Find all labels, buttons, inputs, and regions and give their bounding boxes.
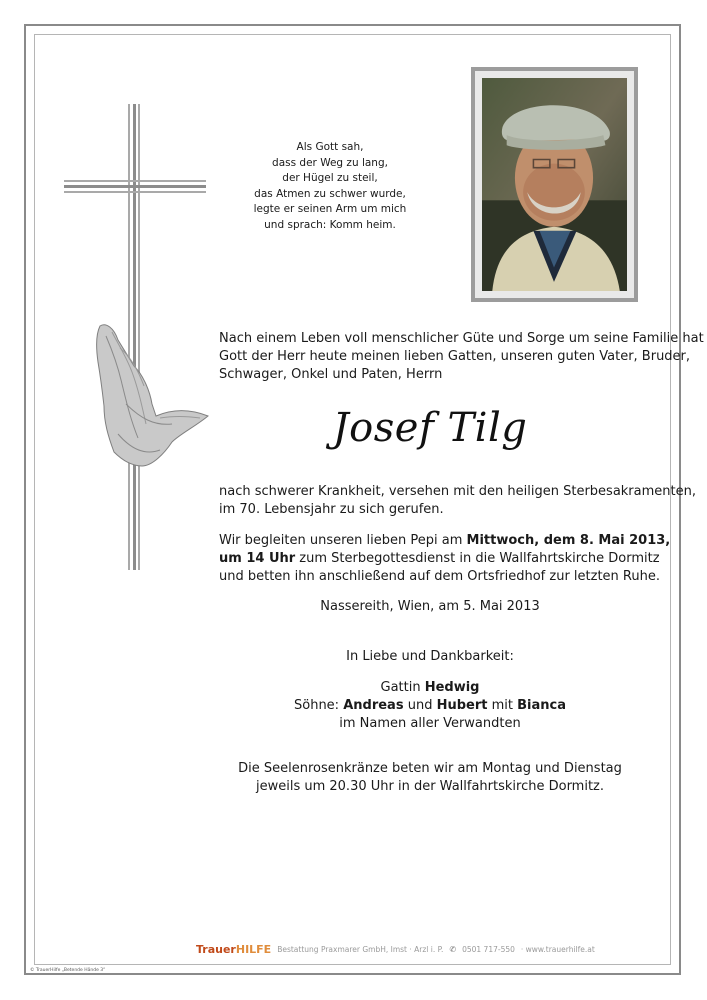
conjunction: und: [403, 698, 437, 713]
funeral-line: [219, 550, 660, 568]
footer: [190, 943, 595, 956]
website-link[interactable]: · www.trauerhilfe.at: [520, 945, 595, 954]
cross-icon: [60, 104, 210, 574]
copyright-notice: © TrauerHilfe „Betende Hände 3“: [30, 968, 106, 973]
verse-line: legte er seinen Arm um mich: [253, 203, 407, 215]
death-paragraph: [219, 483, 696, 519]
portrait-photo: [482, 78, 627, 291]
wife-name: Hedwig: [424, 680, 480, 695]
rosary-notice: [210, 760, 650, 796]
rosary-line: Die Seelenrosenkränze beten wir am Montag und Dienstag: [238, 761, 622, 776]
brand-part1: Trauer: [196, 943, 236, 956]
gratitude-line: In Liebe und Dankbarkeit:: [346, 649, 514, 664]
relatives-line: im Namen aller Verwandten: [339, 716, 521, 731]
rosary-line: jeweils um 20.30 Uhr in der Wallfahrtskirche Dormitz.: [255, 779, 605, 794]
funeral-time: um 14 Uhr: [219, 551, 296, 566]
wife-prefix: Gattin: [380, 680, 425, 695]
place-date: Nassereith, Wien, am 5. Mai 2013: [320, 599, 540, 614]
conjunction: mit: [487, 698, 518, 713]
son-name: Hubert: [436, 698, 488, 713]
verse: [230, 140, 430, 233]
phone-number: 0501 717-550: [462, 945, 515, 954]
intro-line: Gott der Herr heute meinen lieben Gatten, unseren guten Vater, Bruder,: [219, 349, 691, 364]
verse-line: dass der Weg zu lang,: [272, 156, 388, 169]
intro-line: Schwager, Onkel und Paten, Herrn: [219, 367, 443, 382]
verse-line: Als Gott sah,: [296, 141, 364, 153]
wife-line: [219, 679, 641, 697]
praying-hands-icon: [97, 325, 208, 466]
phone-icon: ✆: [449, 945, 457, 954]
deceased-name: Josef Tilg: [332, 405, 528, 451]
company-name: Bestattung Praxmarer GmbH, Imst · Arzl i. P.: [277, 945, 444, 954]
funeral-paragraph: [219, 532, 671, 586]
intro-paragraph: [219, 330, 704, 384]
intro-line: Nach einem Leben voll menschlicher Güte und Sorge um seine Familie hat: [219, 331, 704, 346]
death-line: nach schwerer Krankheit, versehen mit den heiligen Sterbesakramenten,: [219, 484, 696, 499]
death-line: im 70. Lebensjahr zu sich gerufen.: [219, 502, 444, 517]
family-list: [219, 679, 641, 733]
brand-part2: HILFE: [235, 943, 272, 956]
verse-line: und sprach: Komm heim.: [264, 218, 396, 231]
photo-mat: [475, 71, 634, 298]
verse-line: der Hügel zu steil,: [282, 172, 378, 184]
sons-line: [219, 697, 641, 715]
photo-frame: [471, 67, 638, 302]
funeral-date: Mittwoch, dem 8. Mai 2013,: [466, 533, 671, 548]
partner-name: Bianca: [517, 698, 566, 713]
funeral-line: und betten ihn anschließend auf dem Ortsfriedhof zur letzten Ruhe.: [219, 569, 660, 584]
verse-line: das Atmen zu schwer wurde,: [254, 187, 406, 200]
sons-prefix: Söhne:: [294, 698, 344, 713]
brand-logo: [196, 943, 271, 956]
funeral-line: [219, 532, 671, 550]
funeral-line2-text: zum Sterbegottesdienst in die Wallfahrtskirche Dormitz: [295, 551, 660, 566]
son-name: Andreas: [343, 698, 404, 713]
funeral-line1-text: Wir begleiten unseren lieben Pepi am: [219, 533, 467, 548]
